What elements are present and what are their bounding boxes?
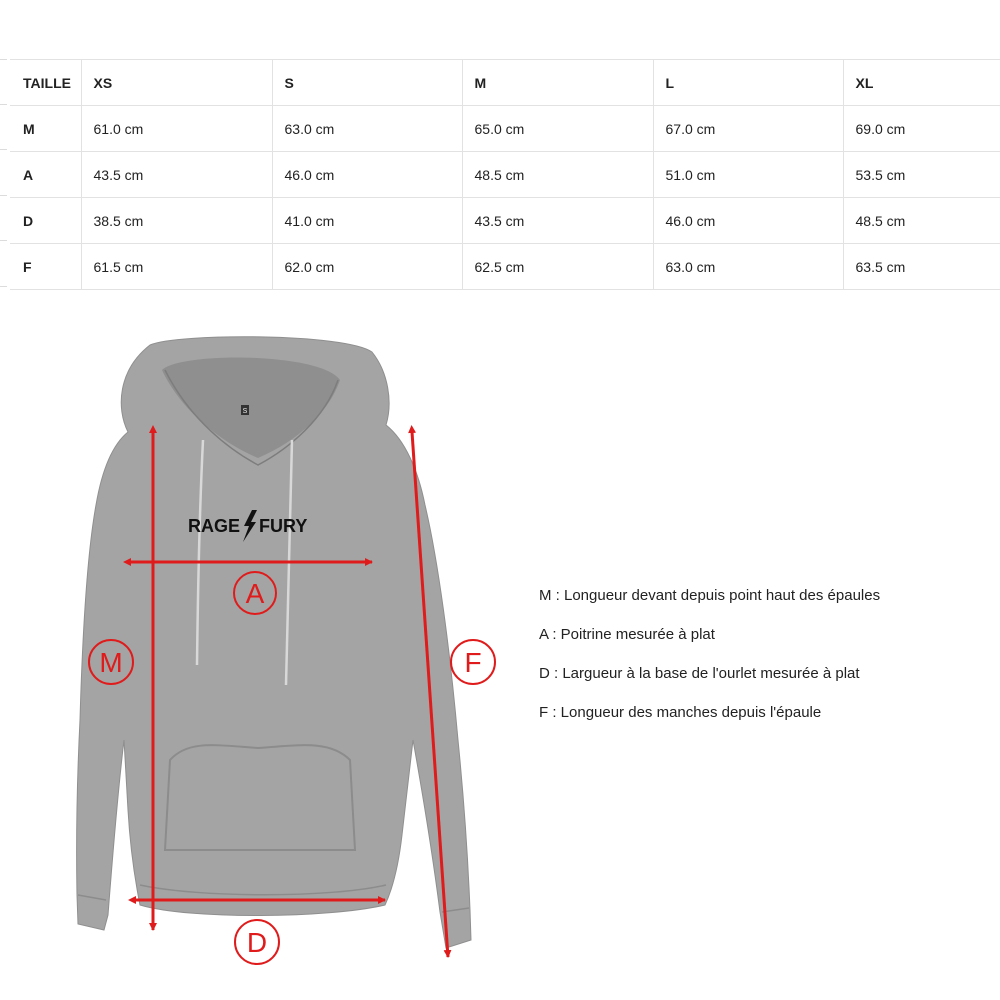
row-label: D: [10, 198, 81, 244]
table-cell: 46.0 cm: [272, 152, 462, 198]
header-cell: TAILLE: [10, 60, 81, 106]
table-cell: 38.5 cm: [81, 198, 272, 244]
header-cell: XL: [843, 60, 1000, 106]
table-cell: 62.5 cm: [462, 244, 653, 290]
legend-item-d: D : Largueur à la base de l'ourlet mesurée à plat: [539, 665, 860, 682]
table-cell: 63.0 cm: [653, 244, 843, 290]
header-cell: L: [653, 60, 843, 106]
edge-tick: [0, 195, 7, 196]
table-header-row: [10, 60, 1000, 106]
brand-logo-right: FURY: [259, 516, 308, 536]
marker-a-label: A: [245, 578, 265, 609]
hoodie-graphic: [77, 337, 471, 948]
size-chart-table: [10, 59, 1000, 290]
table-row: [10, 106, 1000, 152]
marker-d-label: D: [246, 927, 268, 958]
table-cell: 43.5 cm: [462, 198, 653, 244]
marker-f-label: F: [464, 647, 482, 678]
table-cell: 46.0 cm: [653, 198, 843, 244]
header-cell: XS: [81, 60, 272, 106]
edge-tick: [0, 59, 7, 60]
measurement-legend: [539, 586, 880, 742]
table-cell: 53.5 cm: [843, 152, 1000, 198]
row-label: M: [10, 106, 81, 152]
table-cell: 62.0 cm: [272, 244, 462, 290]
legend-item-f: F : Longueur des manches depuis l'épaule: [539, 704, 822, 721]
table-cell: 43.5 cm: [81, 152, 272, 198]
table-cell: 67.0 cm: [653, 106, 843, 152]
edge-tick: [0, 286, 7, 287]
edge-tick: [0, 149, 7, 150]
legend-item-m: M : Longueur devant depuis point haut des épaules: [539, 587, 881, 604]
hoodie-measurement-diagram: [60, 330, 520, 990]
table-cell: 65.0 cm: [462, 106, 653, 152]
table-row: [10, 152, 1000, 198]
table-cell: 69.0 cm: [843, 106, 1000, 152]
table-cell: 41.0 cm: [272, 198, 462, 244]
brand-logo-left: RAGE: [187, 516, 240, 536]
legend-item-a: A : Poitrine mesurée à plat: [539, 626, 715, 643]
table-cell: 63.0 cm: [272, 106, 462, 152]
row-label: A: [10, 152, 81, 198]
marker-m-label: M: [99, 647, 123, 678]
table-cell: 48.5 cm: [843, 198, 1000, 244]
table-cell: 61.5 cm: [81, 244, 272, 290]
table-cell: 61.0 cm: [81, 106, 272, 152]
table-cell: 51.0 cm: [653, 152, 843, 198]
edge-tick: [0, 104, 7, 105]
table-cell: 63.5 cm: [843, 244, 1000, 290]
row-label: F: [10, 244, 81, 290]
table-cell: 48.5 cm: [462, 152, 653, 198]
neck-label-text: S: [242, 408, 248, 415]
table-row: [10, 244, 1000, 290]
header-cell: S: [272, 60, 462, 106]
header-cell: M: [462, 60, 653, 106]
edge-tick: [0, 240, 7, 241]
table-row: [10, 198, 1000, 244]
